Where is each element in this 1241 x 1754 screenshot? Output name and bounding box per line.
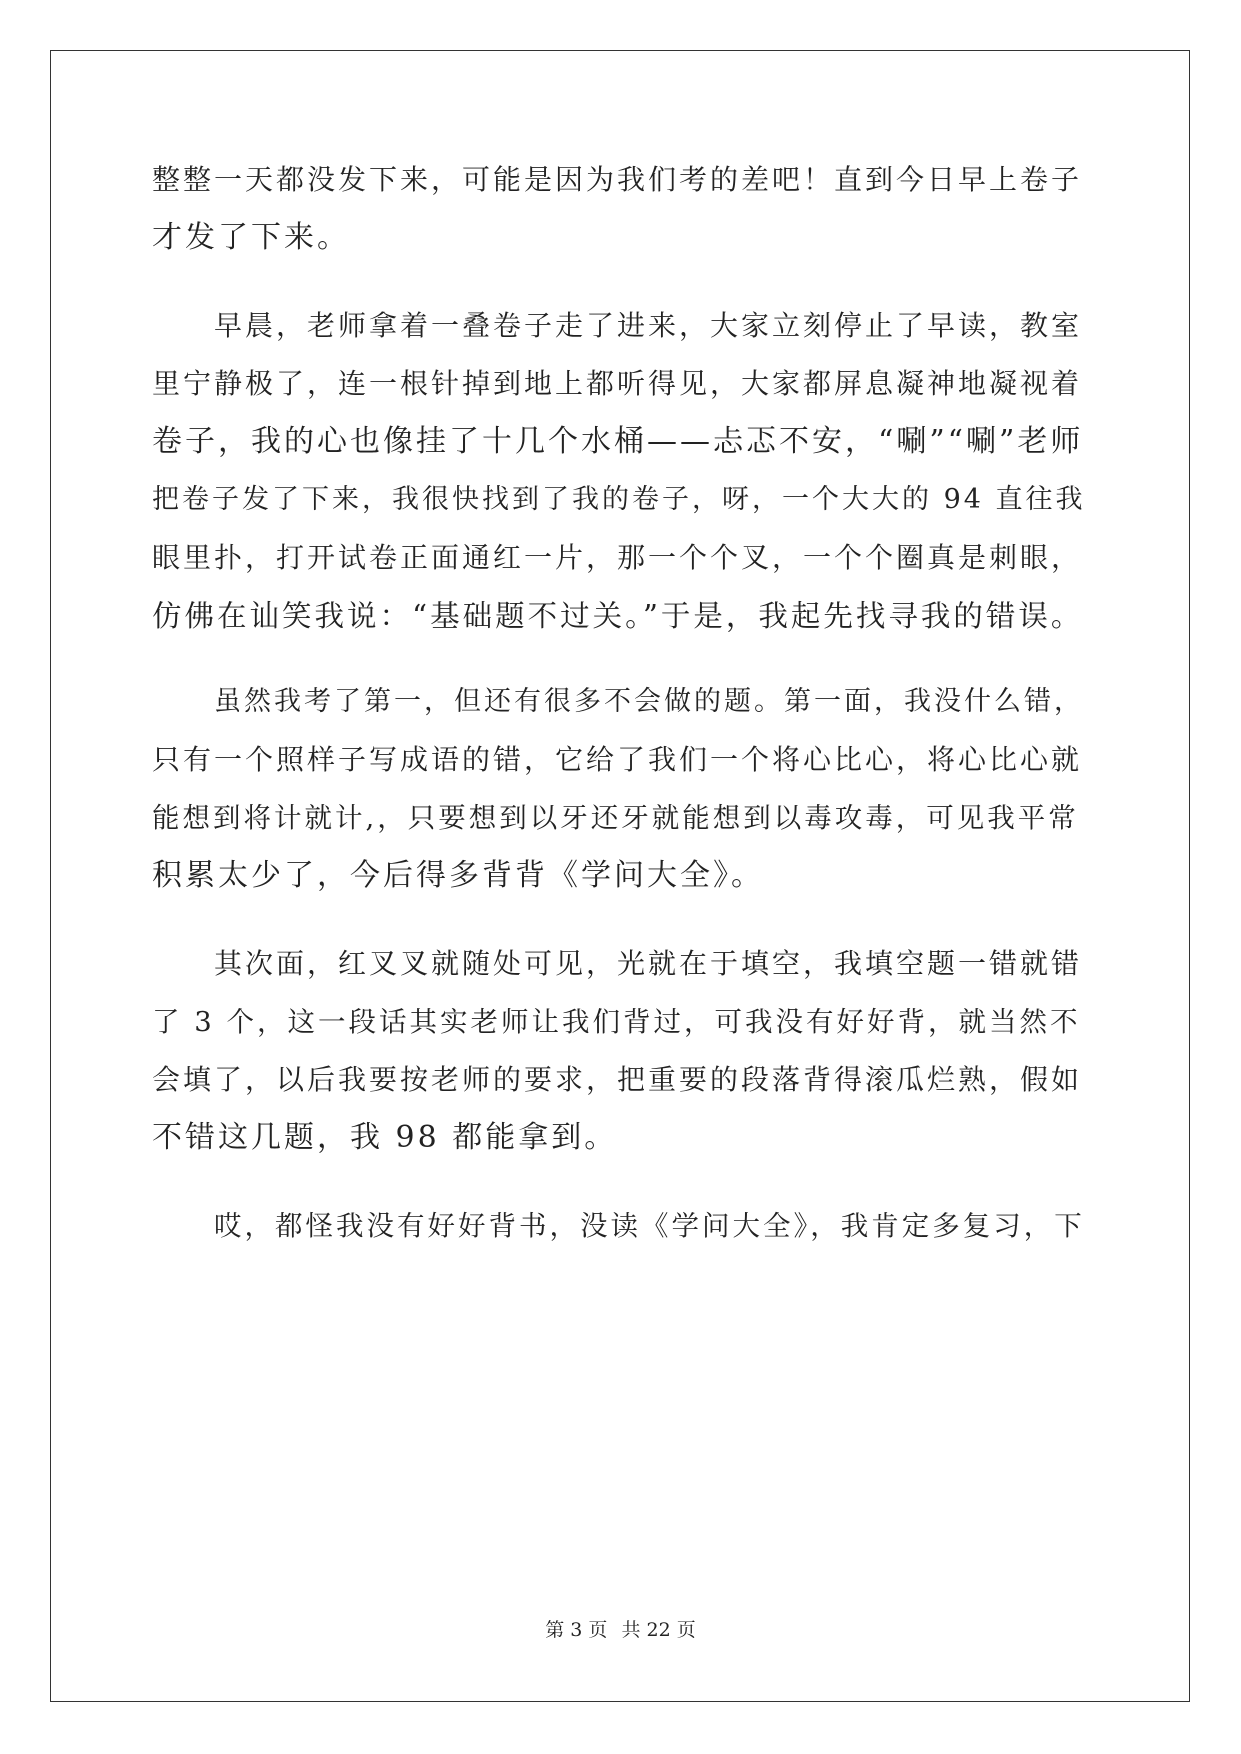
text-line: 只有一个照样子写成语的错，它给了我们一个将心比心，将心比心就 xyxy=(152,743,1083,776)
text-line: 能想到将计就计,，只要想到以牙还牙就能想到以毒攻毒，可见我平常 xyxy=(152,802,1079,834)
text-line: 虽然我考了第一，但还有很多不会做的题。第一面，我没什么错， xyxy=(214,686,1084,717)
page-number: 第 3 页 xyxy=(545,1619,608,1641)
text-line: 眼里扑，打开试卷正面通红一片，那一个个叉，一个个圈真是刺眼， xyxy=(152,541,1083,574)
text-line: 整整一天都没发下来，可能是因为我们考的差吧！直到今日早上卷子 xyxy=(152,163,1083,196)
page-footer xyxy=(0,1618,1241,1642)
text-line: 哎，都怪我没有好好背书，没读《学问大全》，我肯定多复习，下 xyxy=(214,1210,1085,1242)
text-line: 了 3 个，这一段话其实老师让我们背过，可我没有好好背，就当然不 xyxy=(152,1006,1081,1038)
text-line: 不错这几题，我 98 都能拿到。 xyxy=(152,1120,618,1155)
text-line: 才发了下来。 xyxy=(152,220,350,255)
total-pages: 共 22 页 xyxy=(621,1619,696,1641)
text-line: 积累太少了，今后得多背背《学问大全》。 xyxy=(152,858,764,893)
text-line: 里宁静极了，连一根针掉到地上都听得见，大家都屏息凝神地凝视着 xyxy=(152,367,1083,400)
text-line: 仿佛在讪笑我说：“基础题不过关。”于是，我起先找寻我的错误。 xyxy=(152,599,1084,633)
text-line: 卷子，我的心也像挂了十几个水桶——忐忑不安，“唰”“唰”老师 xyxy=(152,424,1084,459)
text-line: 早晨，老师拿着一叠卷子走了进来，大家立刻停止了早读，教室 xyxy=(214,309,1083,342)
text-line: 把卷子发了下来，我很快找到了我的卷子，呀，一个大大的 94 直往我 xyxy=(152,484,1086,515)
text-line: 其次面，红叉叉就随处可见，光就在于填空，我填空题一错就错 xyxy=(214,947,1083,980)
text-line: 会填了，以后我要按老师的要求，把重要的段落背得滚瓜烂熟，假如 xyxy=(152,1063,1083,1096)
